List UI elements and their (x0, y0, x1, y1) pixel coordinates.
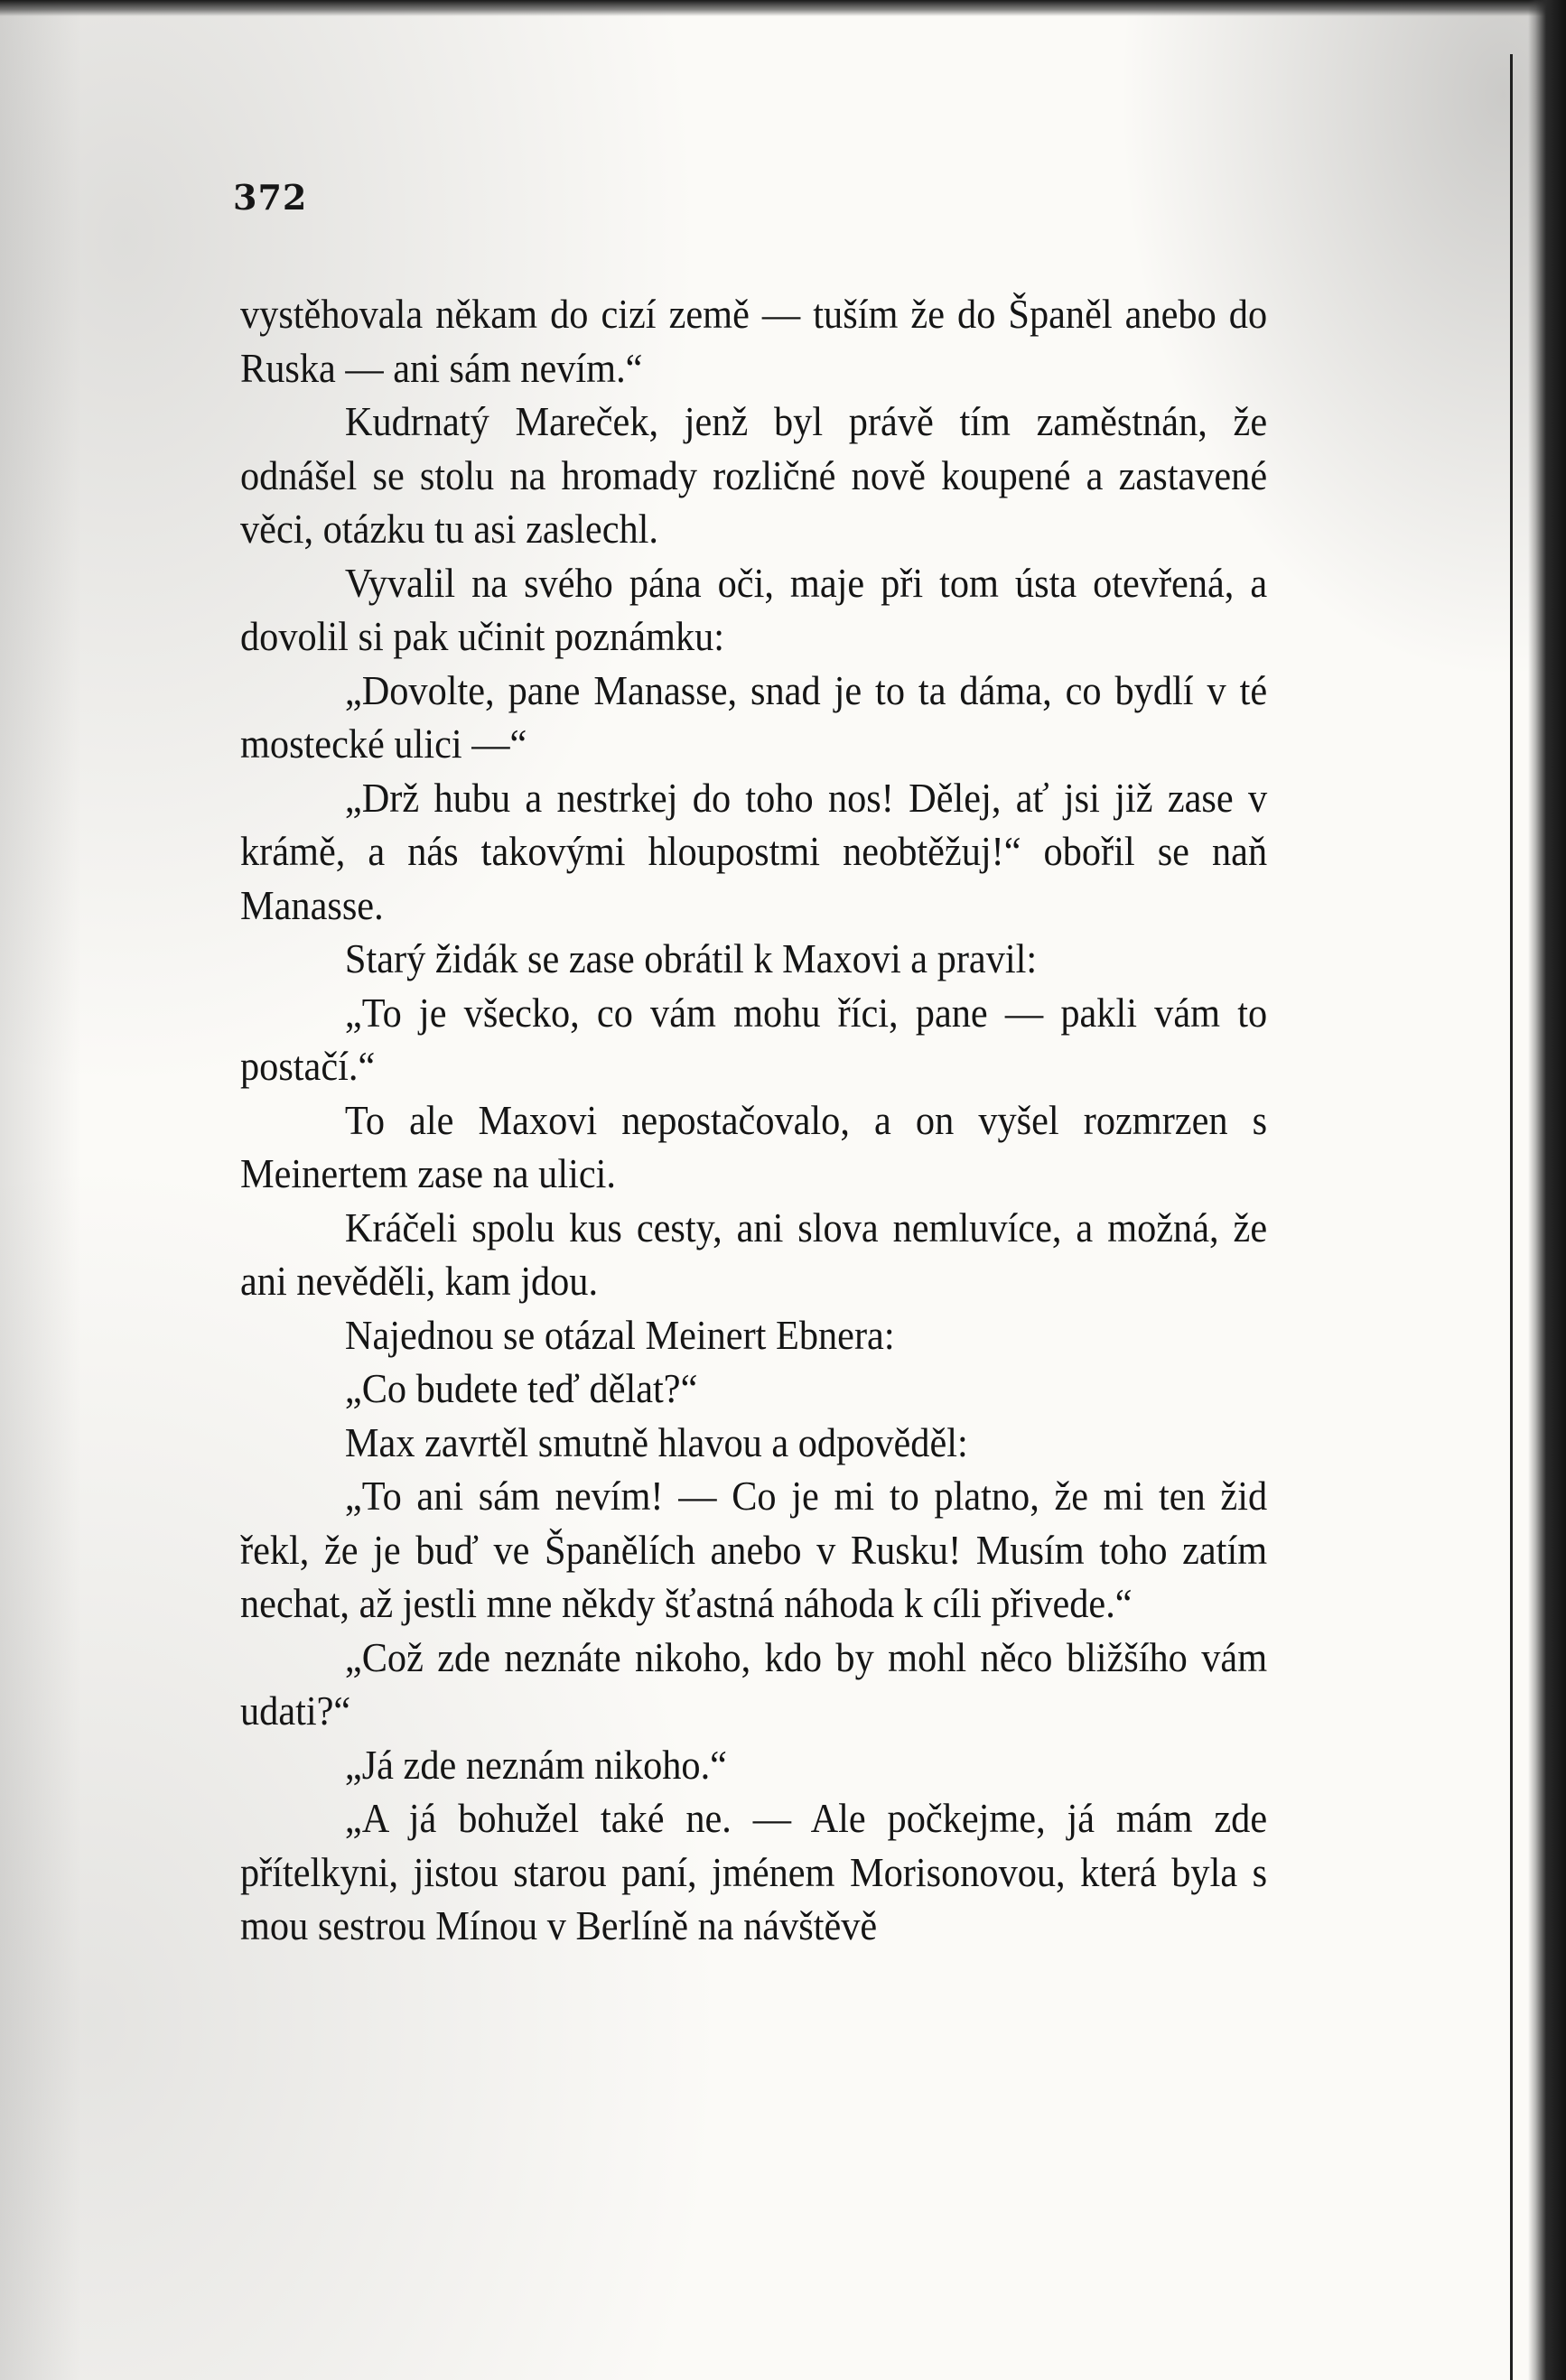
paragraph: vystěhovala někam do cizí země — tuším že do Španěl anebo do Ruska — ani sám nevím.“ (240, 291, 1268, 391)
paragraph: „To ani sám nevím! — Co je mi to platno, že mi ten žid řekl, že je buď ve Španělích anebo v Rusku! Musím toho zatím nechat, až jestli mne někdy šťastná náhoda k cíli přivede.“ (240, 1473, 1268, 1626)
paragraph: Vyvalil na svého pána oči, maje při tom ústa otevřená, a dovolil si pak učinit poznámku: (240, 559, 1268, 659)
body-text (240, 287, 1267, 1953)
page-number: 372 (233, 177, 308, 218)
paragraph: „Dovolte, pane Manasse, snad je to ta dáma, co bydlí v té mostecké ulici —“ (240, 666, 1268, 767)
paragraph: Kudrnatý Mareček, jenž byl právě tím zaměstnán, že odnášel se stolu na hromady rozličné nově koupené a zastavené věci, otázku tu asi zaslechl. (240, 398, 1268, 552)
scan-top-edge (0, 0, 1566, 16)
paragraph: „Co budete teď dělat?“ (344, 1365, 698, 1411)
paragraph: „Já zde neznám nikoho.“ (344, 1741, 727, 1788)
scan-right-edge (1528, 0, 1566, 2380)
paragraph: „Drž hubu a nestrkej do toho nos! Dělej, ať jsi již zase v krámě, a nás takovými hloupostmi neobtěžuj!“ obořil se naň Manasse. (240, 774, 1268, 928)
paragraph: „Což zde neznáte nikoho, kdo by mohl něco bližšího vám udati?“ (240, 1633, 1268, 1734)
paragraph: Kráčeli spolu kus cesty, ani slova nemluvíce, a možná, že ani nevěděli, kam jdou. (240, 1204, 1268, 1304)
paragraph: To ale Maxovi nepostačovalo, a on vyšel rozmrzen s Meinertem zase na ulici. (240, 1096, 1268, 1196)
paragraph: Starý židák se zase obrátil k Maxovi a pravil: (344, 935, 1038, 981)
paragraph: „A já bohužel také ne. — Ale počkejme, já mám zde přítelkyni, jistou starou paní, jménem Morisonovou, která byla s mou sestrou Mínou v Berlíně na návštěvě (240, 1795, 1268, 1948)
paragraph: Najednou se otázal Meinert Ebnera: (344, 1311, 895, 1358)
paragraph: Max zavrtěl smutně hlavou a odpověděl: (344, 1418, 968, 1465)
paragraph: „To je všecko, co vám mohu říci, pane — pakli vám to postačí.“ (240, 989, 1268, 1089)
page-edge-rule (1510, 54, 1513, 2380)
